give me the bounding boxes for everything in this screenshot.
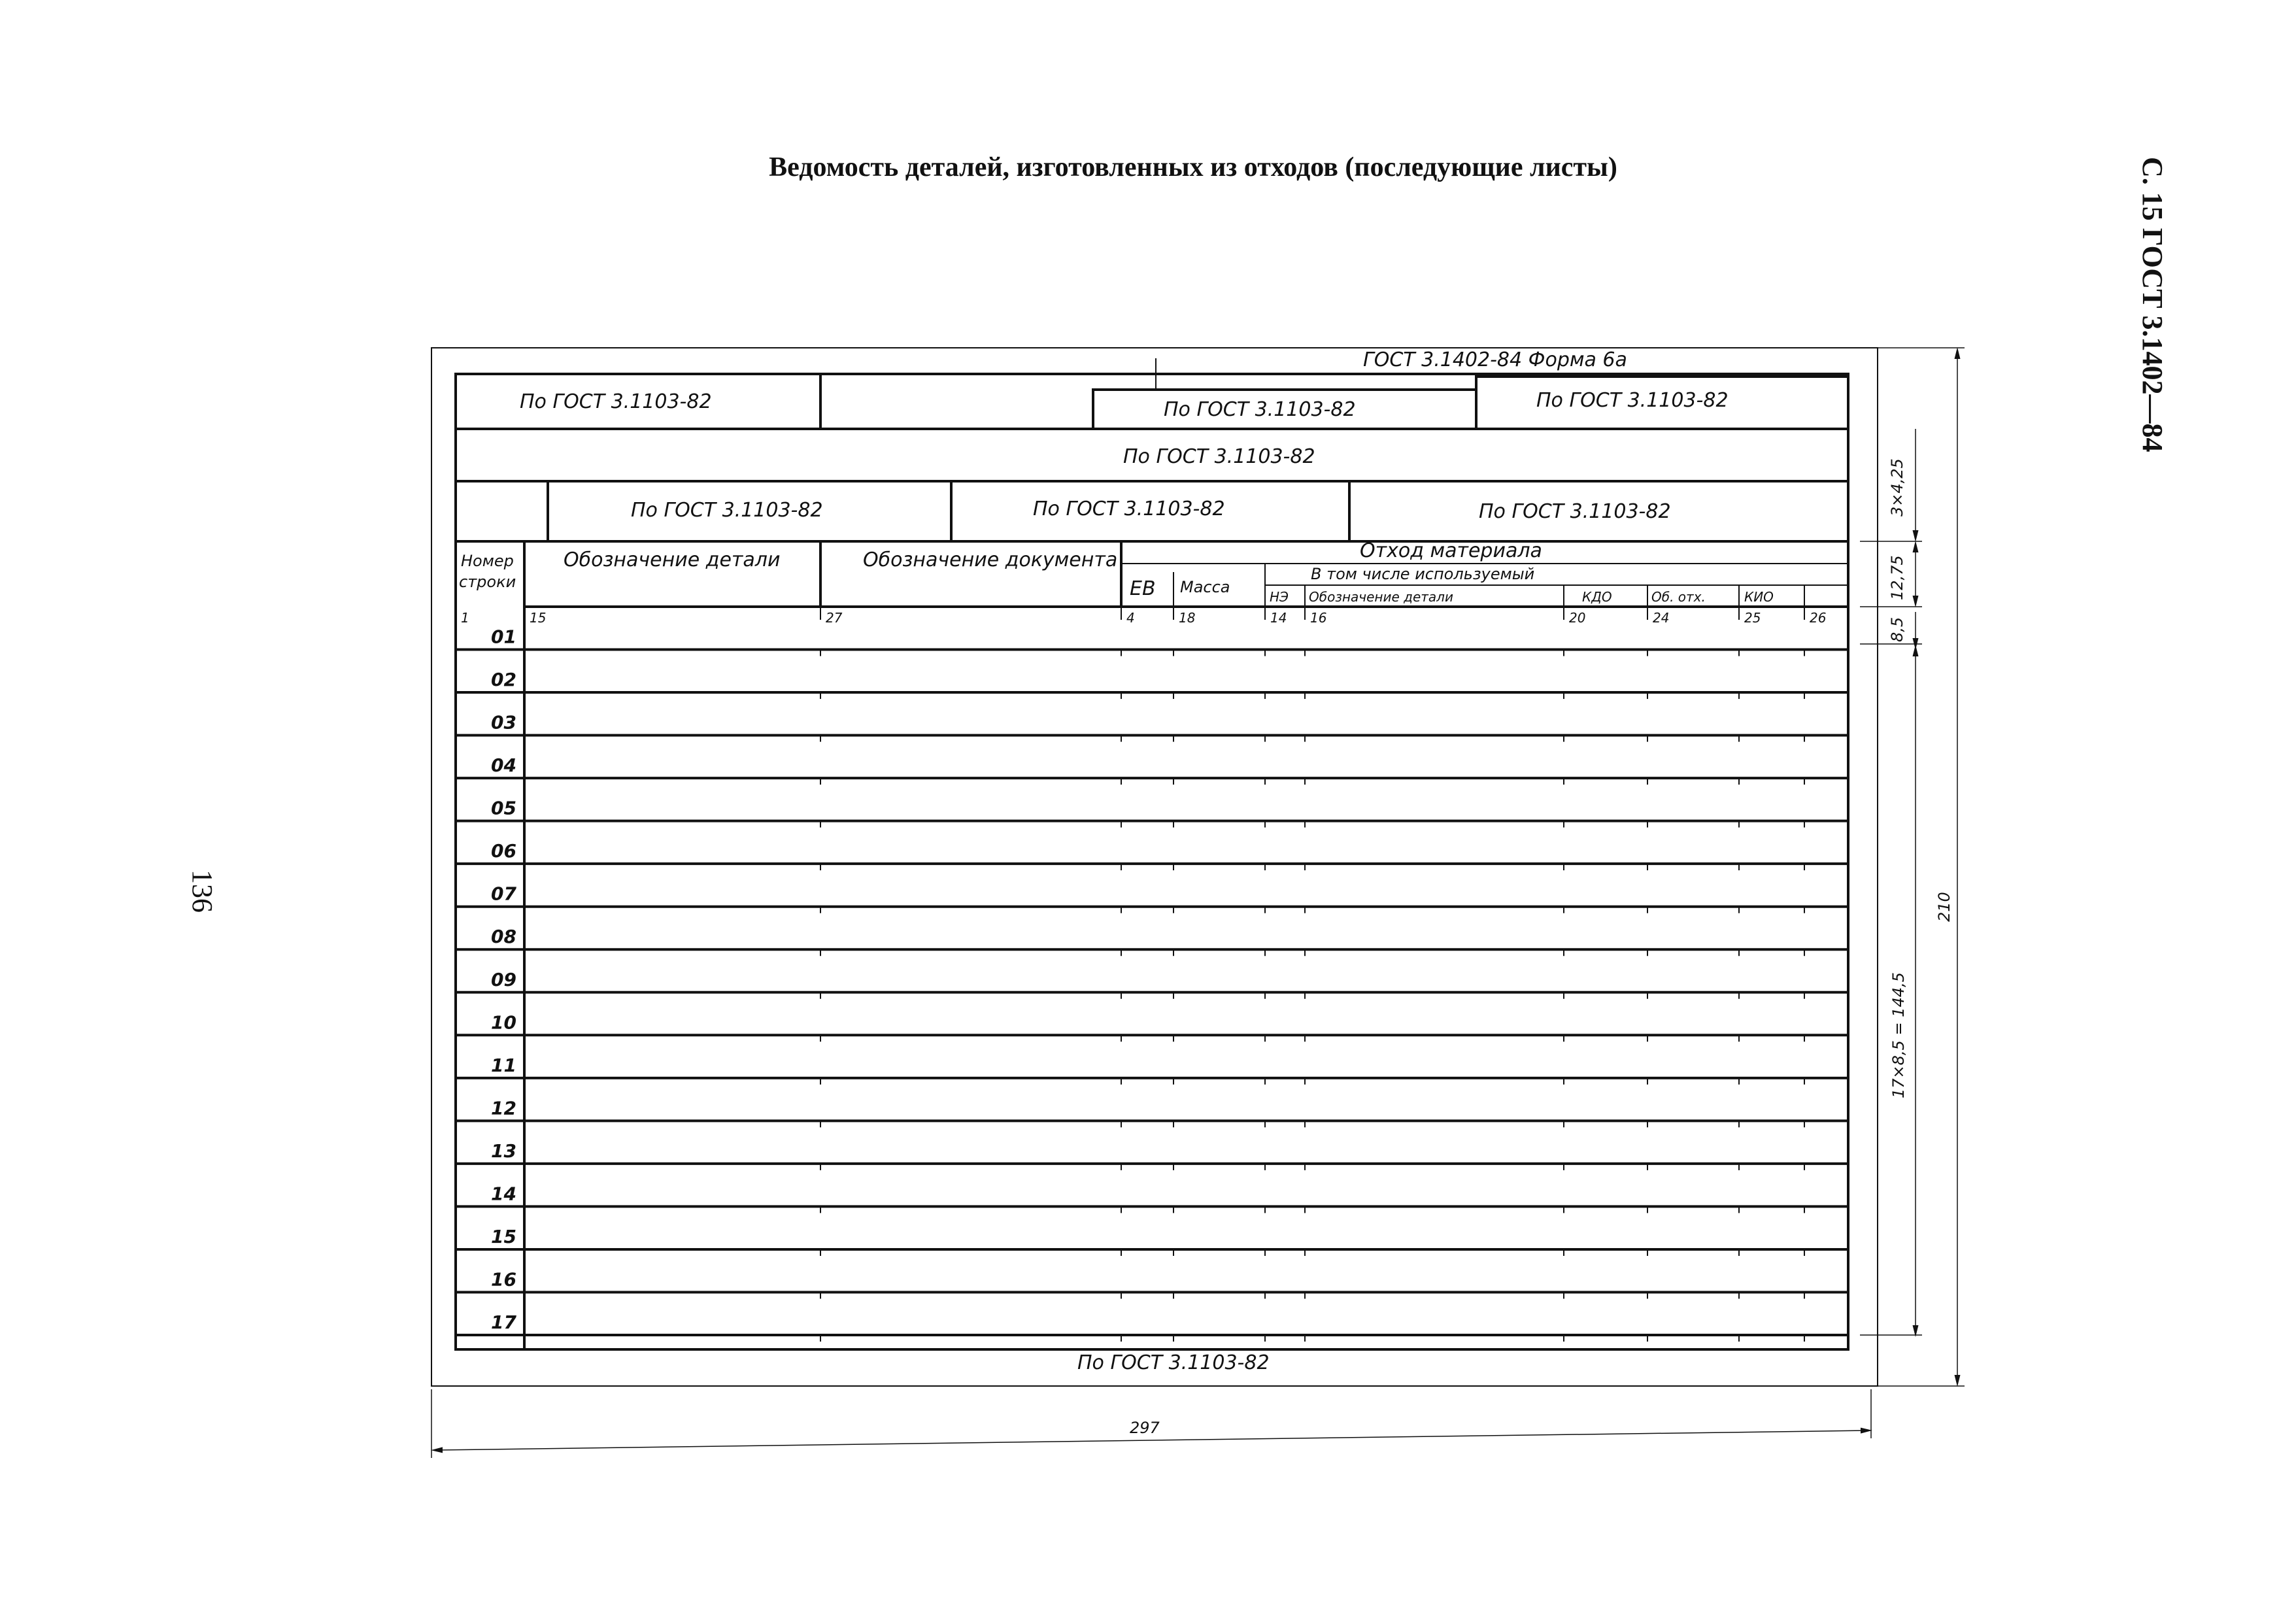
row-number: 09 xyxy=(491,968,516,990)
column-code: 1 xyxy=(461,610,469,626)
column-code: 14 xyxy=(1270,610,1287,626)
column-code: 18 xyxy=(1179,610,1196,626)
gost-ref-4: По ГОСТ 3.1103-82 xyxy=(1123,445,1315,468)
hdr-row-num-2: строки xyxy=(459,573,516,591)
column-code: 26 xyxy=(1810,610,1827,626)
row-number: 05 xyxy=(491,797,516,819)
gost-ref-1: По ГОСТ 3.1103-82 xyxy=(520,390,712,413)
hdr-including-used: В том числе используемый xyxy=(1311,565,1535,583)
row-number: 07 xyxy=(491,883,516,905)
row-number: 11 xyxy=(491,1054,516,1076)
gost-ref-6: По ГОСТ 3.1103-82 xyxy=(1033,498,1225,520)
hdr-mass: Масса xyxy=(1180,578,1230,596)
row-number: 02 xyxy=(491,669,516,691)
hdr-detail-designation-short: Обозначение детали xyxy=(1309,589,1453,605)
dim-body-rows: 17×8,5 = 144,5 xyxy=(1889,972,1908,1098)
column-code: 24 xyxy=(1653,610,1670,626)
column-code: 4 xyxy=(1126,610,1135,626)
row-number: 15 xyxy=(491,1225,516,1247)
gost-ref-2: По ГОСТ 3.1103-82 xyxy=(1164,398,1356,421)
row-number: 08 xyxy=(491,926,516,948)
page-title: Ведомость деталей, изготовленных из отходов (последующие листы) xyxy=(769,152,1617,182)
dim-height: 210 xyxy=(1935,892,1953,922)
hdr-waste-vol: Об. отх. xyxy=(1651,589,1706,605)
column-code: 16 xyxy=(1310,610,1327,626)
table-body xyxy=(456,626,1848,1342)
form-label: ГОСТ 3.1402-84 Форма 6а xyxy=(1363,348,1627,371)
row-number: 01 xyxy=(491,626,516,648)
column-code: 20 xyxy=(1569,610,1586,626)
hdr-kio: КИО xyxy=(1744,589,1774,605)
hdr-detail-designation: Обозначение детали xyxy=(564,549,781,571)
row-number: 16 xyxy=(491,1268,516,1291)
row-number: 06 xyxy=(491,840,516,862)
row-number: 17 xyxy=(491,1311,516,1333)
page-number: 136 xyxy=(186,870,218,913)
hdr-waste-material: Отход материала xyxy=(1360,539,1542,562)
gost-ref-7: По ГОСТ 3.1103-82 xyxy=(1479,500,1671,523)
dim-label-row: 12,75 xyxy=(1888,555,1906,600)
dim-code-row: 8,5 xyxy=(1888,617,1906,642)
row-number: 12 xyxy=(491,1097,516,1119)
row-number: 04 xyxy=(491,754,516,777)
column-code: 25 xyxy=(1744,610,1761,626)
side-header: С. 15 ГОСТ 3.1402—84 xyxy=(2136,157,2169,452)
column-codes xyxy=(461,607,1826,626)
row-number: 03 xyxy=(491,711,516,734)
dim-header-rows: 3×4,25 xyxy=(1888,458,1906,516)
gost-ref-5: По ГОСТ 3.1103-82 xyxy=(631,499,823,522)
column-code: 27 xyxy=(826,610,843,626)
gost-ref-3: По ГОСТ 3.1103-82 xyxy=(1536,389,1729,412)
hdr-ne: НЭ xyxy=(1270,589,1289,605)
row-number: 14 xyxy=(491,1183,516,1205)
hdr-ev: ЕВ xyxy=(1130,577,1156,600)
gost-ref-footer: По ГОСТ 3.1103-82 xyxy=(1077,1351,1270,1374)
column-code: 15 xyxy=(530,610,547,626)
hdr-row-num-1: Номер xyxy=(461,552,514,570)
hdr-document-designation: Обозначение документа xyxy=(863,549,1118,571)
row-number: 13 xyxy=(491,1140,516,1162)
dim-width: 297 xyxy=(1130,1419,1160,1437)
hdr-kdo: КДО xyxy=(1582,589,1612,605)
row-number: 10 xyxy=(491,1011,516,1034)
